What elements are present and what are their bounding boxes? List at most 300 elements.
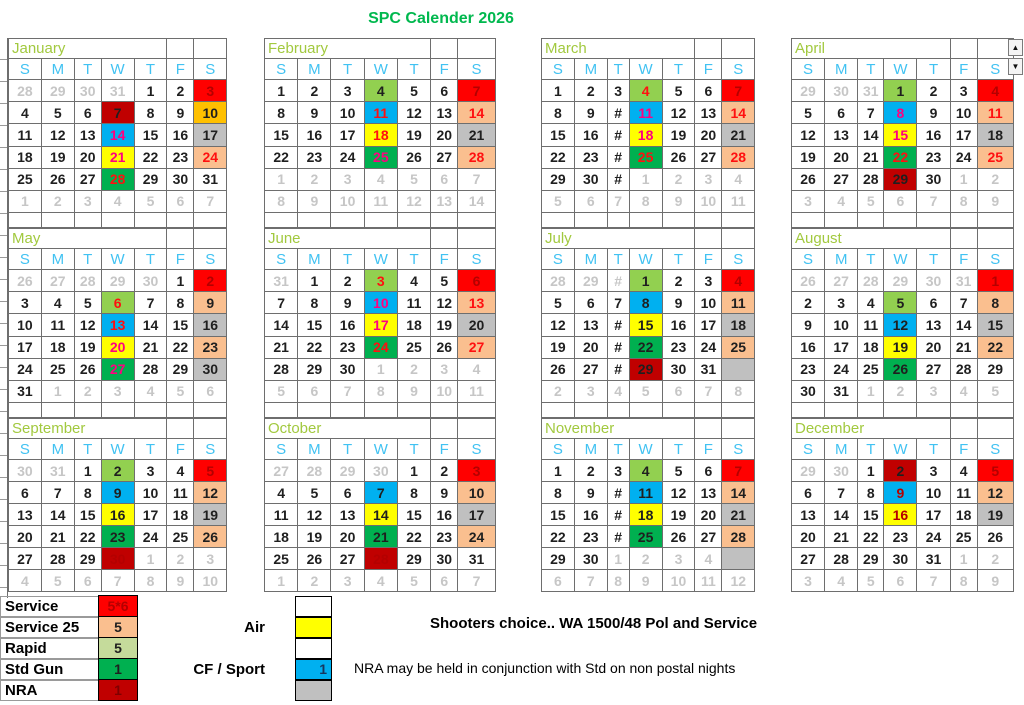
day-cell[interactable]: 10 [431, 380, 458, 402]
day-cell[interactable]: 7 [722, 80, 755, 102]
day-cell[interactable]: 19 [662, 504, 695, 526]
day-cell[interactable]: 10 [331, 190, 364, 212]
day-cell[interactable]: # [607, 504, 629, 526]
day-cell[interactable]: 19 [792, 146, 825, 168]
day-cell[interactable]: 7 [101, 102, 134, 124]
day-cell[interactable]: 23 [331, 336, 364, 358]
day-cell[interactable]: 20 [9, 526, 42, 548]
day-cell[interactable]: 30 [662, 358, 695, 380]
day-cell[interactable]: 27 [431, 146, 458, 168]
day-cell[interactable]: 12 [884, 314, 917, 336]
day-cell[interactable]: 2 [574, 80, 607, 102]
day-cell[interactable]: 5 [542, 190, 575, 212]
day-cell[interactable]: 6 [574, 190, 607, 212]
day-cell[interactable]: 4 [858, 292, 884, 314]
day-cell[interactable]: 26 [662, 526, 695, 548]
day-cell[interactable]: 15 [167, 314, 194, 336]
day-cell[interactable]: 23 [574, 526, 607, 548]
day-cell[interactable]: 11 [364, 102, 397, 124]
day-cell[interactable]: 8 [542, 102, 575, 124]
day-cell[interactable]: 16 [167, 124, 194, 146]
day-cell[interactable]: 20 [331, 526, 364, 548]
day-cell[interactable]: 7 [265, 292, 298, 314]
day-cell[interactable]: 18 [397, 314, 430, 336]
day-cell[interactable]: 9 [167, 102, 194, 124]
day-cell[interactable]: 8 [884, 102, 917, 124]
day-cell[interactable] [722, 358, 755, 380]
day-cell[interactable]: 25 [167, 526, 194, 548]
day-cell[interactable]: # [607, 314, 629, 336]
day-cell[interactable]: 20 [431, 124, 458, 146]
day-cell[interactable]: 19 [542, 336, 575, 358]
scroll-down-button[interactable]: ▼ [1008, 58, 1023, 75]
day-cell[interactable]: 3 [134, 460, 167, 482]
day-cell[interactable]: 9 [977, 190, 1013, 212]
day-cell[interactable]: 28 [722, 526, 755, 548]
day-cell[interactable]: 14 [825, 504, 858, 526]
day-cell[interactable]: 13 [574, 314, 607, 336]
day-cell[interactable]: 14 [134, 314, 167, 336]
day-cell[interactable]: 22 [542, 526, 575, 548]
day-cell[interactable]: 19 [74, 336, 101, 358]
day-cell[interactable]: 5 [858, 190, 884, 212]
day-cell[interactable]: 27 [695, 526, 722, 548]
day-cell[interactable]: 27 [9, 548, 42, 570]
day-cell[interactable]: 16 [194, 314, 227, 336]
day-cell[interactable]: 18 [167, 504, 194, 526]
legend-swatch[interactable]: 5*6 [98, 595, 138, 617]
day-cell[interactable]: 11 [364, 190, 397, 212]
day-cell[interactable]: 9 [977, 570, 1013, 592]
day-cell[interactable]: 31 [41, 460, 74, 482]
day-cell[interactable]: 8 [722, 380, 755, 402]
day-cell[interactable]: # [607, 336, 629, 358]
day-cell[interactable]: 5 [134, 190, 167, 212]
day-cell[interactable]: 1 [41, 380, 74, 402]
day-cell[interactable]: 21 [101, 146, 134, 168]
day-cell[interactable]: 17 [9, 336, 42, 358]
day-cell[interactable]: 11 [722, 292, 755, 314]
day-cell[interactable]: 7 [101, 570, 134, 592]
day-cell[interactable]: 29 [792, 80, 825, 102]
day-cell[interactable]: 18 [265, 526, 298, 548]
day-cell[interactable]: 6 [917, 292, 950, 314]
day-cell[interactable]: 24 [950, 146, 977, 168]
day-cell[interactable]: 2 [74, 380, 101, 402]
day-cell[interactable]: # [607, 526, 629, 548]
day-cell[interactable]: 14 [950, 314, 977, 336]
day-cell[interactable]: 2 [977, 168, 1013, 190]
day-cell[interactable]: 8 [134, 570, 167, 592]
day-cell[interactable]: 16 [917, 124, 950, 146]
day-cell[interactable]: 1 [884, 80, 917, 102]
day-cell[interactable]: 5 [194, 460, 227, 482]
day-cell[interactable]: 6 [298, 380, 331, 402]
day-cell[interactable]: 10 [458, 482, 495, 504]
day-cell[interactable]: 26 [194, 526, 227, 548]
day-cell[interactable]: 7 [917, 570, 950, 592]
day-cell[interactable]: 21 [458, 124, 495, 146]
day-cell[interactable]: 17 [950, 124, 977, 146]
day-cell[interactable]: 22 [74, 526, 101, 548]
day-cell[interactable]: 27 [695, 146, 722, 168]
day-cell[interactable]: 6 [884, 570, 917, 592]
day-cell[interactable]: 2 [542, 380, 575, 402]
day-cell[interactable]: 17 [134, 504, 167, 526]
day-cell[interactable]: 19 [397, 124, 430, 146]
day-cell[interactable]: 27 [574, 358, 607, 380]
day-cell[interactable]: 26 [298, 548, 331, 570]
day-cell[interactable]: 15 [858, 504, 884, 526]
day-cell[interactable]: 2 [662, 270, 695, 292]
day-cell[interactable]: 18 [41, 336, 74, 358]
day-cell[interactable]: 27 [792, 548, 825, 570]
day-cell[interactable]: 6 [101, 292, 134, 314]
day-cell[interactable]: 22 [977, 336, 1013, 358]
day-cell[interactable]: 19 [431, 314, 458, 336]
day-cell[interactable]: 14 [722, 482, 755, 504]
day-cell[interactable]: 4 [629, 80, 662, 102]
day-cell[interactable]: 2 [41, 190, 74, 212]
day-cell[interactable]: 15 [74, 504, 101, 526]
day-cell[interactable]: 9 [574, 102, 607, 124]
day-cell[interactable]: 3 [331, 570, 364, 592]
day-cell[interactable]: 7 [194, 190, 227, 212]
day-cell[interactable]: 30 [331, 358, 364, 380]
day-cell[interactable]: 30 [917, 270, 950, 292]
day-cell[interactable]: 1 [542, 80, 575, 102]
day-cell[interactable]: 24 [917, 526, 950, 548]
day-cell[interactable]: 26 [884, 358, 917, 380]
day-cell[interactable]: 19 [977, 504, 1013, 526]
day-cell[interactable]: 9 [194, 292, 227, 314]
day-cell[interactable]: 24 [331, 146, 364, 168]
day-cell[interactable]: 6 [792, 482, 825, 504]
day-cell[interactable]: 5 [41, 570, 74, 592]
day-cell[interactable]: 22 [298, 336, 331, 358]
day-cell[interactable] [722, 548, 755, 570]
day-cell[interactable]: 7 [695, 380, 722, 402]
day-cell[interactable]: 30 [194, 358, 227, 380]
day-cell[interactable]: 27 [917, 358, 950, 380]
day-cell[interactable]: 23 [431, 526, 458, 548]
day-cell[interactable]: 29 [574, 270, 607, 292]
day-cell[interactable]: 2 [298, 570, 331, 592]
day-cell[interactable]: 19 [884, 336, 917, 358]
day-cell[interactable]: 2 [298, 80, 331, 102]
day-cell[interactable]: 13 [9, 504, 42, 526]
day-cell[interactable]: 29 [331, 460, 364, 482]
day-cell[interactable]: 16 [884, 504, 917, 526]
day-cell[interactable]: 14 [41, 504, 74, 526]
day-cell[interactable]: 27 [74, 168, 101, 190]
day-cell[interactable]: 9 [662, 190, 695, 212]
day-cell[interactable]: 29 [629, 358, 662, 380]
day-cell[interactable]: 30 [74, 80, 101, 102]
day-cell[interactable]: 28 [950, 358, 977, 380]
day-cell[interactable]: 23 [101, 526, 134, 548]
day-cell[interactable]: 29 [884, 168, 917, 190]
day-cell[interactable]: 13 [695, 482, 722, 504]
day-cell[interactable]: 1 [134, 548, 167, 570]
day-cell[interactable]: 9 [884, 482, 917, 504]
day-cell[interactable]: 25 [977, 146, 1013, 168]
day-cell[interactable]: 12 [194, 482, 227, 504]
legend-swatch[interactable] [295, 638, 332, 659]
day-cell[interactable]: 13 [458, 292, 495, 314]
day-cell[interactable]: 3 [9, 292, 42, 314]
day-cell[interactable]: 6 [431, 80, 458, 102]
day-cell[interactable]: 5 [858, 570, 884, 592]
day-cell[interactable]: 18 [9, 146, 42, 168]
day-cell[interactable]: 2 [194, 270, 227, 292]
day-cell[interactable]: 25 [858, 358, 884, 380]
day-cell[interactable]: 5 [397, 80, 430, 102]
day-cell[interactable]: 10 [9, 314, 42, 336]
day-cell[interactable]: 20 [917, 336, 950, 358]
day-cell[interactable]: 17 [825, 336, 858, 358]
day-cell[interactable]: # [607, 482, 629, 504]
day-cell[interactable]: 21 [41, 526, 74, 548]
day-cell[interactable]: 6 [542, 570, 575, 592]
day-cell[interactable]: 30 [825, 460, 858, 482]
day-cell[interactable]: 31 [917, 548, 950, 570]
day-cell[interactable]: 28 [101, 168, 134, 190]
day-cell[interactable]: 3 [950, 80, 977, 102]
day-cell[interactable]: 8 [265, 102, 298, 124]
day-cell[interactable]: 12 [41, 124, 74, 146]
day-cell[interactable]: 11 [977, 102, 1013, 124]
day-cell[interactable]: # [607, 146, 629, 168]
day-cell[interactable]: 19 [662, 124, 695, 146]
day-cell[interactable]: 14 [265, 314, 298, 336]
day-cell[interactable]: 29 [74, 548, 101, 570]
day-cell[interactable]: 4 [695, 548, 722, 570]
day-cell[interactable]: 30 [134, 270, 167, 292]
day-cell[interactable]: 6 [695, 80, 722, 102]
day-cell[interactable]: 20 [74, 146, 101, 168]
day-cell[interactable]: 11 [9, 124, 42, 146]
day-cell[interactable]: 11 [397, 292, 430, 314]
day-cell[interactable]: 1 [629, 168, 662, 190]
day-cell[interactable]: 5 [74, 292, 101, 314]
day-cell[interactable]: 12 [662, 482, 695, 504]
day-cell[interactable]: 24 [825, 358, 858, 380]
day-cell[interactable]: 27 [825, 270, 858, 292]
day-cell[interactable]: 3 [917, 380, 950, 402]
day-cell[interactable]: 26 [9, 270, 42, 292]
day-cell[interactable]: 30 [431, 548, 458, 570]
day-cell[interactable]: 27 [458, 336, 495, 358]
day-cell[interactable]: 9 [431, 482, 458, 504]
day-cell[interactable]: 3 [917, 460, 950, 482]
day-cell[interactable]: 11 [722, 190, 755, 212]
day-cell[interactable]: 30 [101, 548, 134, 570]
day-cell[interactable]: 2 [431, 460, 458, 482]
day-cell[interactable]: 29 [134, 168, 167, 190]
day-cell[interactable]: 3 [431, 358, 458, 380]
day-cell[interactable]: 2 [397, 358, 430, 380]
day-cell[interactable]: 13 [431, 190, 458, 212]
day-cell[interactable]: 3 [792, 570, 825, 592]
day-cell[interactable]: 4 [950, 460, 977, 482]
day-cell[interactable]: 7 [458, 168, 495, 190]
day-cell[interactable]: 3 [662, 548, 695, 570]
day-cell[interactable]: 22 [265, 146, 298, 168]
day-cell[interactable]: 8 [950, 190, 977, 212]
legend-swatch[interactable]: 1 [295, 659, 332, 680]
day-cell[interactable]: 5 [397, 168, 430, 190]
day-cell[interactable]: 16 [331, 314, 364, 336]
day-cell[interactable]: 3 [695, 168, 722, 190]
day-cell[interactable]: 5 [662, 80, 695, 102]
day-cell[interactable]: 20 [574, 336, 607, 358]
day-cell[interactable]: 3 [574, 380, 607, 402]
day-cell[interactable]: 18 [722, 314, 755, 336]
day-cell[interactable]: 11 [458, 380, 495, 402]
day-cell[interactable]: 21 [722, 504, 755, 526]
day-cell[interactable]: 4 [364, 570, 397, 592]
day-cell[interactable]: 25 [629, 146, 662, 168]
day-cell[interactable]: 4 [101, 190, 134, 212]
day-cell[interactable]: 15 [884, 124, 917, 146]
day-cell[interactable]: 8 [397, 482, 430, 504]
day-cell[interactable]: 14 [722, 102, 755, 124]
day-cell[interactable]: 30 [574, 548, 607, 570]
scroll-up-button[interactable]: ▲ [1008, 39, 1023, 56]
day-cell[interactable]: 22 [397, 526, 430, 548]
day-cell[interactable]: 3 [331, 168, 364, 190]
day-cell[interactable]: 3 [825, 292, 858, 314]
day-cell[interactable]: 30 [167, 168, 194, 190]
day-cell[interactable]: 11 [41, 314, 74, 336]
day-cell[interactable]: 3 [607, 80, 629, 102]
day-cell[interactable]: 4 [364, 80, 397, 102]
day-cell[interactable]: 5 [298, 482, 331, 504]
day-cell[interactable]: 18 [629, 504, 662, 526]
day-cell[interactable]: 27 [41, 270, 74, 292]
day-cell[interactable]: 27 [265, 460, 298, 482]
day-cell[interactable]: 30 [364, 460, 397, 482]
day-cell[interactable]: 29 [298, 358, 331, 380]
day-cell[interactable]: 1 [298, 270, 331, 292]
day-cell[interactable]: 1 [950, 548, 977, 570]
day-cell[interactable]: 4 [9, 570, 42, 592]
day-cell[interactable]: 3 [74, 190, 101, 212]
day-cell[interactable]: 9 [298, 190, 331, 212]
day-cell[interactable]: 22 [167, 336, 194, 358]
day-cell[interactable]: 6 [9, 482, 42, 504]
day-cell[interactable]: 16 [101, 504, 134, 526]
legend-swatch[interactable]: 1 [98, 679, 138, 701]
day-cell[interactable]: 24 [364, 336, 397, 358]
day-cell[interactable]: 4 [950, 380, 977, 402]
day-cell[interactable]: 31 [9, 380, 42, 402]
day-cell[interactable]: 30 [792, 380, 825, 402]
day-cell[interactable]: 2 [298, 168, 331, 190]
day-cell[interactable]: 5 [662, 460, 695, 482]
day-cell[interactable]: # [607, 270, 629, 292]
day-cell[interactable]: 25 [9, 168, 42, 190]
day-cell[interactable]: 27 [825, 168, 858, 190]
day-cell[interactable]: 6 [458, 270, 495, 292]
day-cell[interactable]: 23 [167, 146, 194, 168]
day-cell[interactable]: 14 [458, 190, 495, 212]
day-cell[interactable]: 21 [134, 336, 167, 358]
day-cell[interactable]: 7 [722, 460, 755, 482]
day-cell[interactable]: 10 [134, 482, 167, 504]
day-cell[interactable]: 11 [858, 314, 884, 336]
day-cell[interactable]: 17 [331, 124, 364, 146]
day-cell[interactable]: 10 [950, 102, 977, 124]
legend-swatch[interactable]: 5 [98, 616, 138, 638]
day-cell[interactable]: 31 [695, 358, 722, 380]
day-cell[interactable]: 8 [364, 380, 397, 402]
day-cell[interactable]: 5 [41, 102, 74, 124]
day-cell[interactable]: 18 [950, 504, 977, 526]
day-cell[interactable]: 15 [134, 124, 167, 146]
day-cell[interactable]: 30 [917, 168, 950, 190]
day-cell[interactable]: 26 [977, 526, 1013, 548]
day-cell[interactable]: 6 [662, 380, 695, 402]
day-cell[interactable]: 5 [977, 460, 1013, 482]
day-cell[interactable]: 4 [977, 80, 1013, 102]
day-cell[interactable]: 20 [825, 146, 858, 168]
day-cell[interactable]: 5 [167, 380, 194, 402]
day-cell[interactable]: 1 [9, 190, 42, 212]
day-cell[interactable]: 11 [629, 102, 662, 124]
day-cell[interactable]: 1 [858, 460, 884, 482]
day-cell[interactable]: 31 [194, 168, 227, 190]
day-cell[interactable]: 2 [884, 460, 917, 482]
day-cell[interactable]: 12 [792, 124, 825, 146]
day-cell[interactable]: 12 [397, 190, 430, 212]
day-cell[interactable]: 6 [574, 292, 607, 314]
day-cell[interactable]: 1 [397, 460, 430, 482]
day-cell[interactable]: 3 [607, 460, 629, 482]
day-cell[interactable]: 1 [134, 80, 167, 102]
day-cell[interactable]: 10 [194, 102, 227, 124]
day-cell[interactable]: # [607, 102, 629, 124]
day-cell[interactable]: 16 [662, 314, 695, 336]
day-cell[interactable]: 10 [194, 570, 227, 592]
day-cell[interactable]: 28 [722, 146, 755, 168]
day-cell[interactable]: 15 [298, 314, 331, 336]
day-cell[interactable]: 31 [458, 548, 495, 570]
day-cell[interactable]: 28 [364, 548, 397, 570]
day-cell[interactable]: 4 [134, 380, 167, 402]
day-cell[interactable]: 4 [364, 168, 397, 190]
day-cell[interactable]: 3 [331, 80, 364, 102]
day-cell[interactable]: 21 [364, 526, 397, 548]
day-cell[interactable]: 15 [977, 314, 1013, 336]
day-cell[interactable]: 1 [607, 548, 629, 570]
day-cell[interactable]: 15 [265, 124, 298, 146]
day-cell[interactable]: 8 [74, 482, 101, 504]
day-cell[interactable]: 17 [364, 314, 397, 336]
day-cell[interactable]: 29 [977, 358, 1013, 380]
day-cell[interactable]: 28 [458, 146, 495, 168]
day-cell[interactable]: 13 [74, 124, 101, 146]
day-cell[interactable]: 7 [134, 292, 167, 314]
day-cell[interactable]: 23 [792, 358, 825, 380]
day-cell[interactable]: 8 [858, 482, 884, 504]
day-cell[interactable]: 22 [629, 336, 662, 358]
day-cell[interactable]: 11 [695, 570, 722, 592]
day-cell[interactable]: 9 [792, 314, 825, 336]
day-cell[interactable]: 20 [695, 504, 722, 526]
day-cell[interactable]: 2 [331, 270, 364, 292]
